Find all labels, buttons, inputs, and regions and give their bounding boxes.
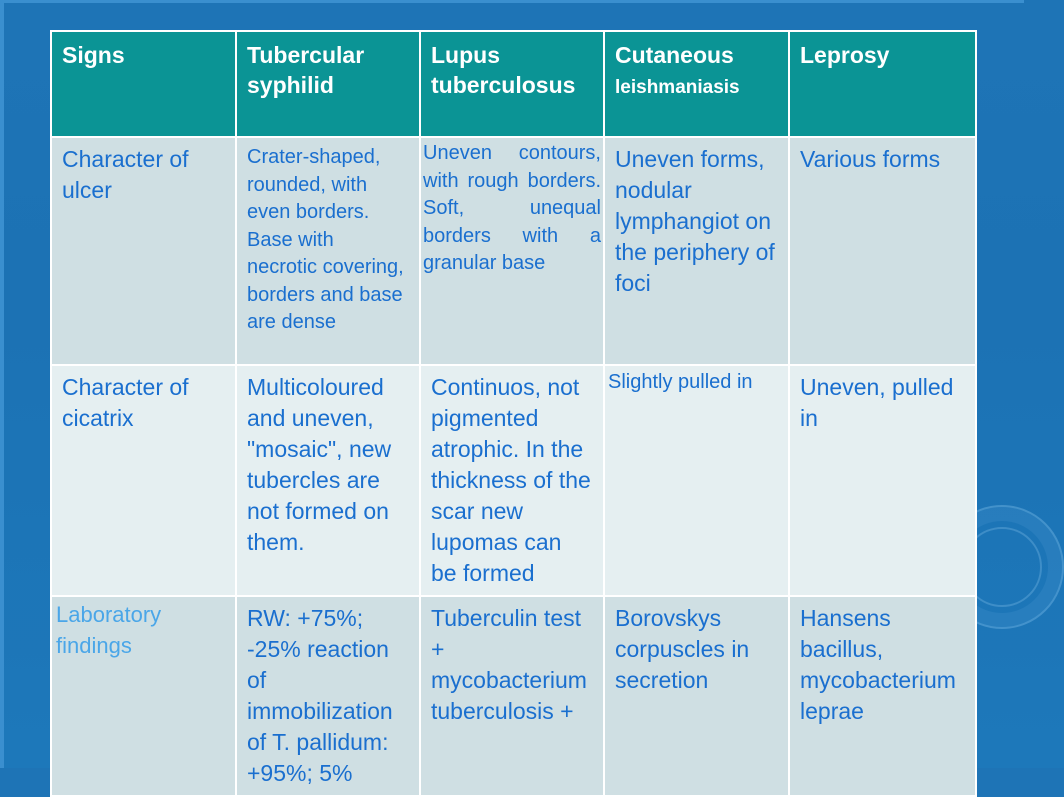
header-label-line2: leishmaniasis bbox=[615, 77, 740, 98]
header-label-line1: Lupus bbox=[431, 42, 500, 68]
header-lupus-tuberculosus bbox=[420, 31, 604, 137]
differential-diagnosis-table bbox=[50, 30, 977, 797]
header-row bbox=[51, 31, 976, 137]
header-leprosy-label: Leprosy bbox=[800, 42, 890, 68]
header-signs-label: Signs bbox=[62, 42, 125, 68]
cell-tubercular-syphilid: Multicoloured and uneven, "mosaic", new tubercles are not formed on them. bbox=[236, 365, 420, 596]
cell-cutaneous-leishmaniasis: Borovskys corpuscles in secretion bbox=[604, 596, 789, 796]
cell-lupus-tuberculosus: Tuberculin test + mycobacterium tuberculosis + bbox=[420, 596, 604, 796]
table-row bbox=[51, 137, 976, 365]
cell-lupus-tuberculosus: Continuos, not pigmented atrophic. In the thickness of the scar new lupomas can be formed bbox=[420, 365, 604, 596]
header-label-line1: Cutaneous bbox=[615, 42, 734, 68]
cell-leprosy: Hansens bacillus, mycobacterium leprae bbox=[789, 596, 976, 796]
cell-sign: Character of cicatrix bbox=[51, 365, 236, 596]
header-label-line2: syphilid bbox=[247, 72, 334, 98]
cell-cutaneous-leishmaniasis: Slightly pulled in bbox=[604, 365, 789, 596]
cell-leprosy: Uneven, pulled in bbox=[789, 365, 976, 596]
header-tubercular-syphilid bbox=[236, 31, 420, 137]
header-signs bbox=[51, 31, 236, 137]
header-cutaneous-leishmaniasis bbox=[604, 31, 789, 137]
cell-sign: Character of ulcer bbox=[51, 137, 236, 365]
cell-tubercular-syphilid: Crater-shaped, rounded, with even borders. Base with necrotic covering, borders and base are dense bbox=[236, 137, 420, 365]
header-leprosy bbox=[789, 31, 976, 137]
cell-sign: Laboratory findings bbox=[51, 596, 236, 796]
table-row bbox=[51, 596, 976, 796]
cell-leprosy: Various forms bbox=[789, 137, 976, 365]
table-row bbox=[51, 365, 976, 596]
cell-tubercular-syphilid: RW: +75%; -25% reaction of immobilization of T. pallidum: +95%; 5% bbox=[236, 596, 420, 796]
header-label-line2: tuberculosus bbox=[431, 72, 576, 98]
header-label-line1: Tubercular bbox=[247, 42, 365, 68]
cell-lupus-tuberculosus: Uneven contours, with rough borders. Soft, unequal borders with a granular base bbox=[420, 137, 604, 365]
cell-cutaneous-leishmaniasis: Uneven forms, nodular lymphangiot on the periphery of foci bbox=[604, 137, 789, 365]
